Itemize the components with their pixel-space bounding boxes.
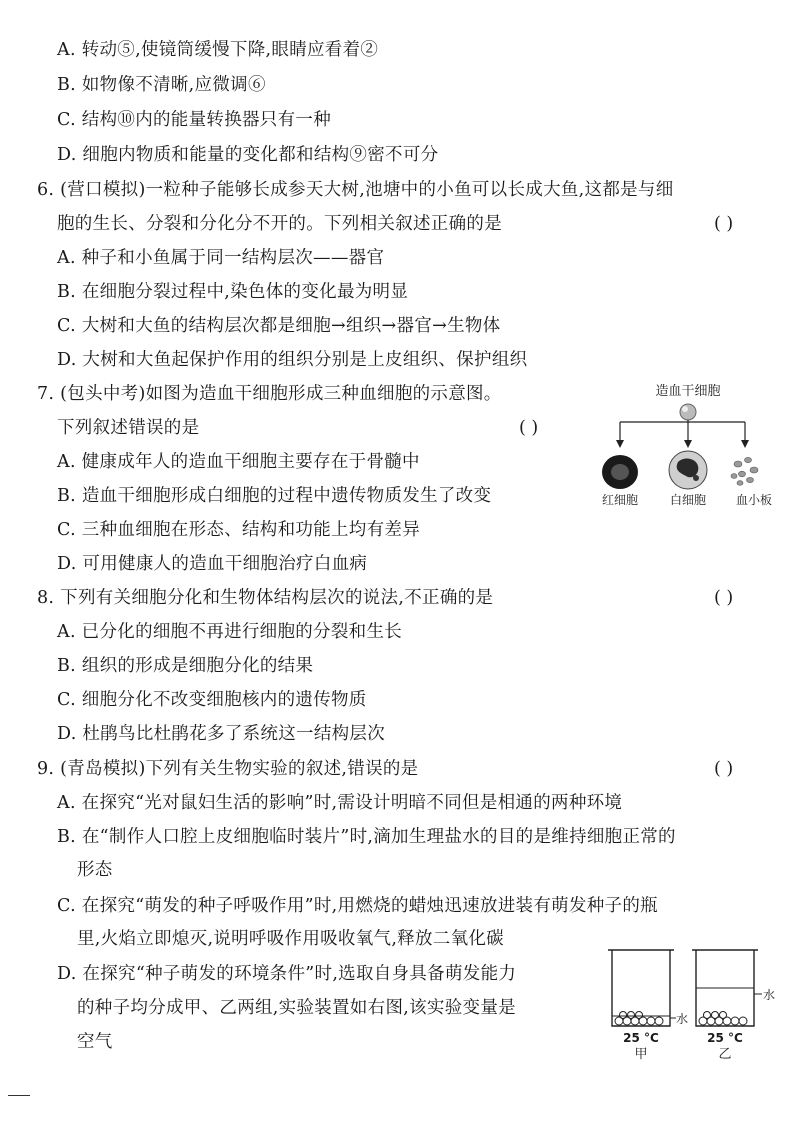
q8-option-c: C. 细胞分化不改变细胞核内的遗传物质 [57,690,367,710]
q6-stem-line1: 6. (营口模拟)一粒种子能够长成参天大树,池塘中的小鱼可以长成大鱼,这都是与细 [37,180,674,200]
q7-option-b: B. 造血干细胞形成白细胞的过程中遗传物质发生了改变 [57,486,492,506]
option-d-prev: D. 细胞内物质和能量的变化都和结构⑨密不可分 [57,145,439,165]
temp-label-yi: 25 °C [707,1031,743,1045]
beaker-jia [608,950,688,1062]
q9-option-b-line1: B. 在“制作人口腔上皮细胞临时装片”时,滴加生理盐水的目的是维持细胞正常的 [57,827,676,847]
q9-stem-line1: 9. (青岛模拟)下列有关生物实验的叙述,错误的是 [37,759,419,779]
q6-option-a: A. 种子和小鱼属于同一结构层次——器官 [57,248,385,268]
blood-cell-diagram [590,380,790,510]
q7-option-a: A. 健康成年人的造血干细胞主要存在于骨髓中 [57,452,420,472]
q8-option-d: D. 杜鹃鸟比杜鹃花多了系统这一结构层次 [57,724,386,744]
stem-cell-label: 造血干细胞 [655,384,721,399]
q6-option-b: B. 在细胞分裂过程中,染色体的变化最为明显 [57,282,409,302]
white-blood-cell-icon [669,451,707,489]
red-blood-cell-label: 红细胞 [601,493,639,507]
option-a-prev: A. 转动⑤,使镜筒缓慢下降,眼睛应看着② [57,40,379,60]
q7-stem-line1: 7. (包头中考)如图为造血干细胞形成三种血细胞的示意图。 [37,384,502,404]
q9-option-d-line3: 空气 [77,1032,113,1052]
q7-option-c: C. 三种血细胞在形态、结构和功能上均有差异 [57,520,420,540]
q7-stem-line2: 下列叙述错误的是 [57,418,200,438]
seed-beaker-diagram [604,948,790,1064]
q9-option-d-line2: 的种子均分成甲、乙两组,实验装置如右图,该实验变量是 [77,998,516,1018]
q9-option-c-line1: C. 在探究“萌发的种子呼吸作用”时,用燃烧的蜡烛迅速放进装有萌发种子的瓶 [57,896,658,916]
q8-option-b: B. 组织的形成是细胞分化的结果 [57,656,314,676]
platelet-icon [731,457,758,485]
q6-answer-paren[interactable]: ( ) [714,214,734,234]
q7-option-d: D. 可用健康人的造血干细胞治疗白血病 [57,554,368,574]
water-label-yi: 水 [763,988,776,1002]
page-edge-mark [8,1095,30,1096]
red-blood-cell-icon [602,455,638,489]
white-blood-cell-label: 白细胞 [669,493,707,507]
q7-answer-paren[interactable]: ( ) [519,418,539,438]
q9-option-b-line2: 形态 [77,860,113,880]
stem-cell-icon [680,404,696,420]
platelet-label: 血小板 [735,493,773,507]
option-b-prev: B. 如物像不清晰,应微调⑥ [57,75,266,95]
temp-label-jia: 25 °C [623,1031,659,1045]
q8-answer-paren[interactable]: ( ) [714,588,734,608]
q9-option-d-line1: D. 在探究“种子萌发的环境条件”时,选取自身具备萌发能力 [57,964,517,984]
q6-option-c: C. 大树和大鱼的结构层次都是细胞→组织→器官→生物体 [57,316,501,336]
group-label-yi: 乙 [718,1047,732,1062]
q8-option-a: A. 已分化的细胞不再进行细胞的分裂和生长 [57,622,403,642]
option-c-prev: C. 结构⑩内的能量转换器只有一种 [57,110,331,130]
q9-option-a: A. 在探究“光对鼠妇生活的影响”时,需设计明暗不同但是相通的两种环境 [57,793,623,813]
q9-option-c-line2: 里,火焰立即熄灭,说明呼吸作用吸收氧气,释放二氧化碳 [77,929,504,949]
q8-stem-line1: 8. 下列有关细胞分化和生物体结构层次的说法,不正确的是 [37,588,494,608]
beaker-yi [692,950,775,1062]
water-label-jia: 水 [676,1012,689,1026]
q9-answer-paren[interactable]: ( ) [714,759,734,779]
q6-stem-line2: 胞的生长、分裂和分化分不开的。下列相关叙述正确的是 [57,214,502,234]
q6-option-d: D. 大树和大鱼起保护作用的组织分别是上皮组织、保护组织 [57,350,528,370]
group-label-jia: 甲 [634,1047,648,1062]
